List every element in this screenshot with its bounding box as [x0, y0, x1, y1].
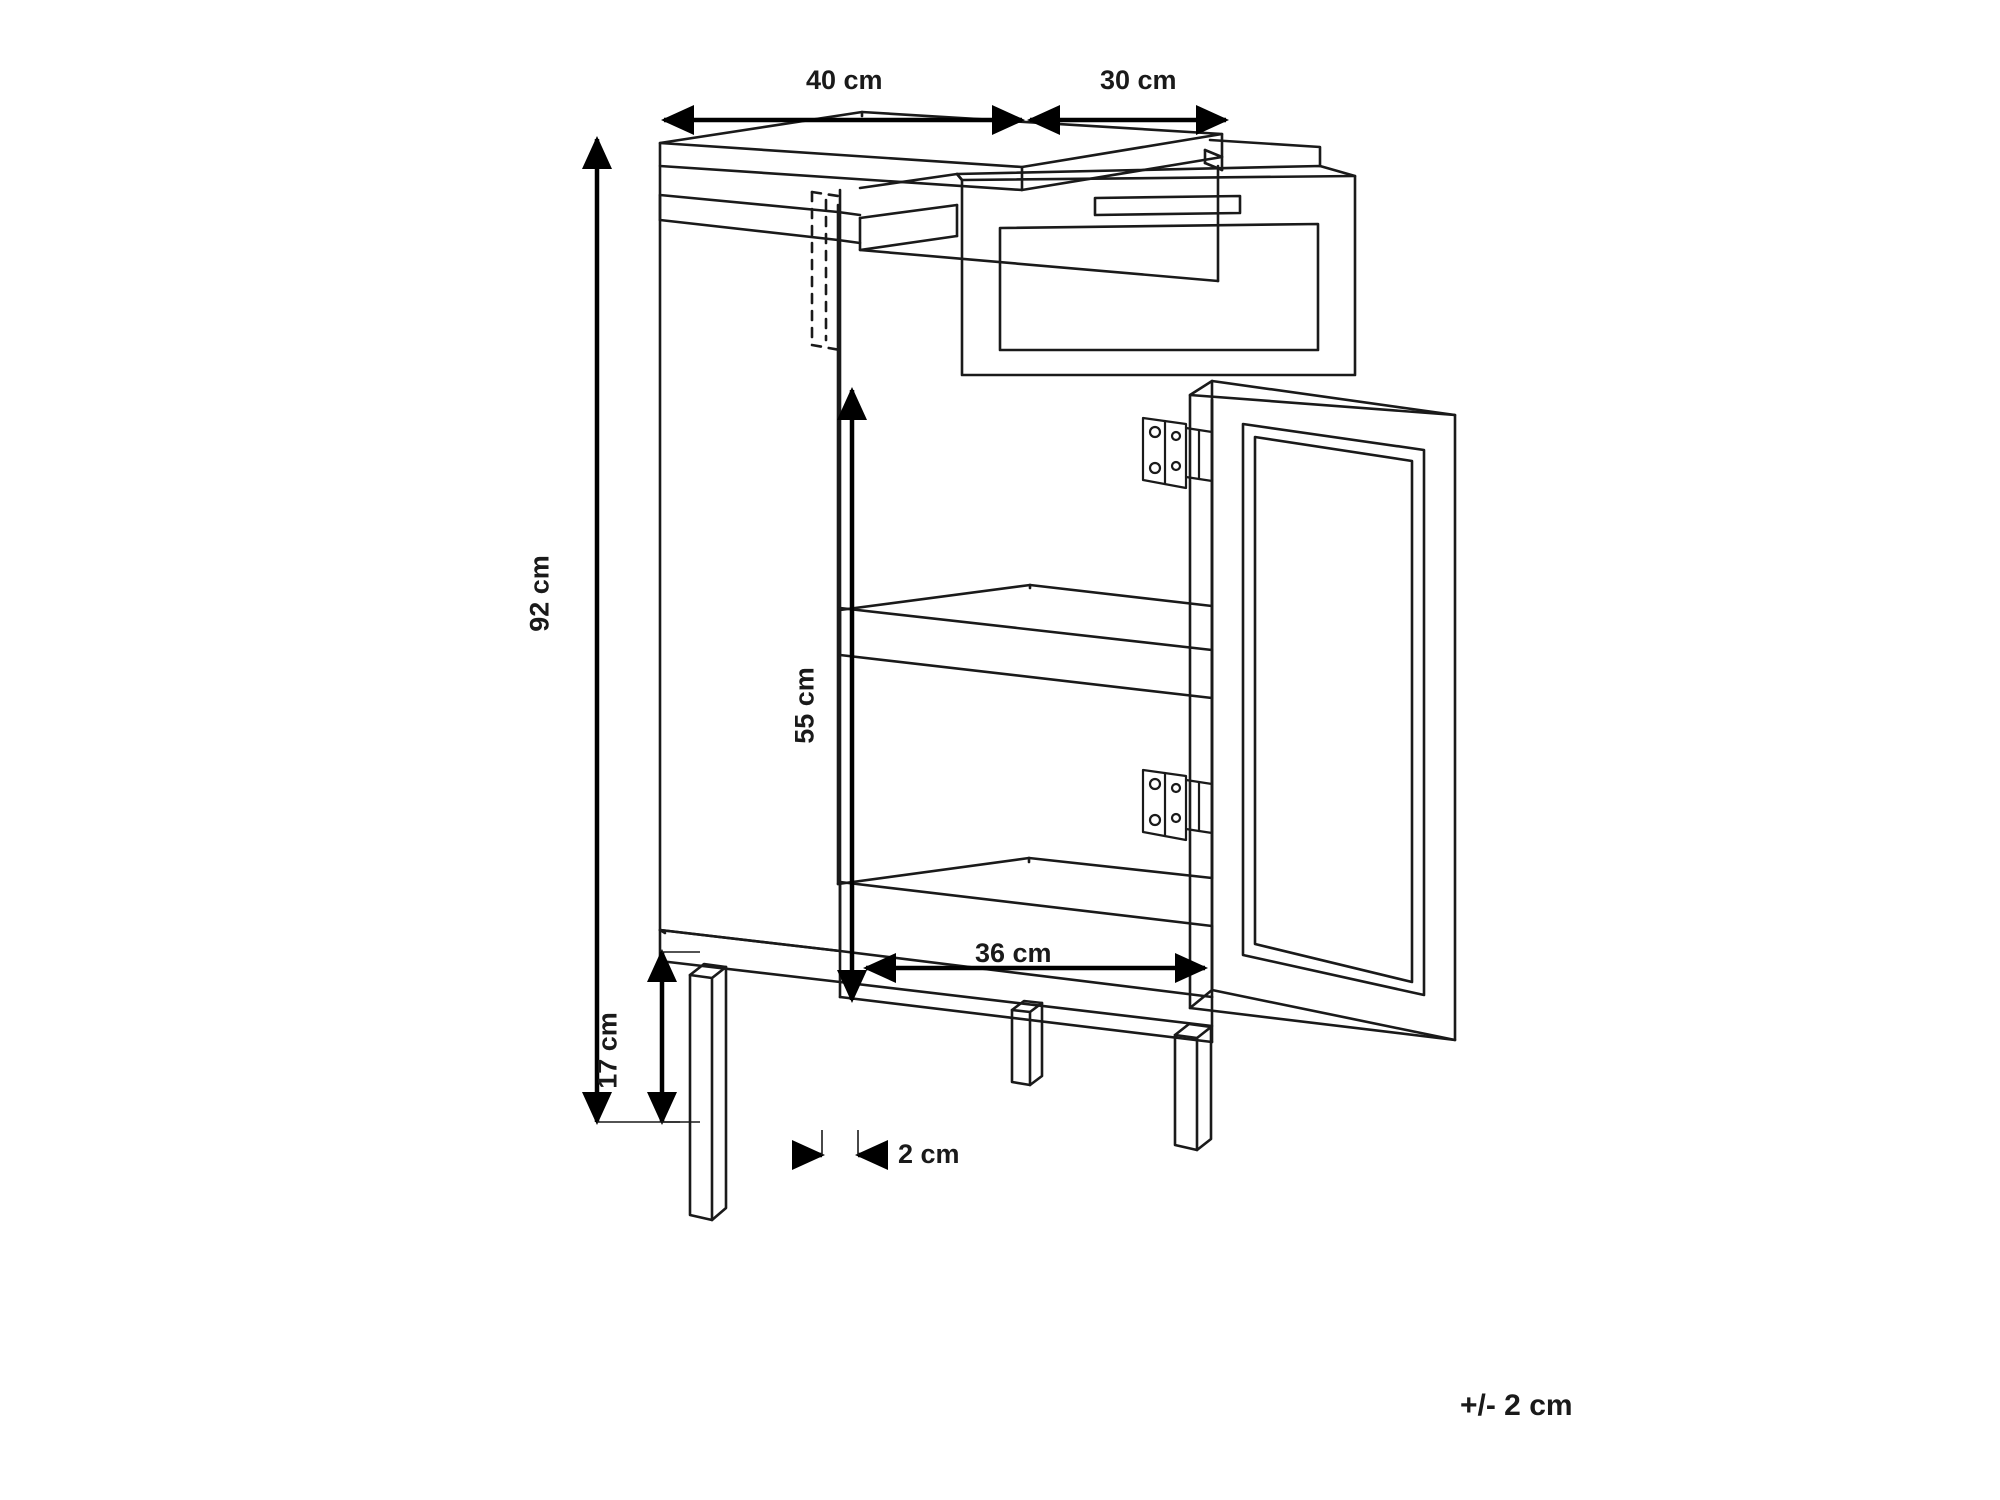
tolerance-note: +/- 2 cm [1460, 1389, 1573, 1422]
dimension-label-leg-height: 17 cm [592, 1012, 623, 1089]
dimension-label-depth-top: 30 cm [1100, 65, 1177, 95]
dimension-arrows [597, 120, 1226, 1155]
hinge-top [1143, 418, 1212, 488]
hidden-edge-dashes [812, 192, 840, 350]
dimension-label-width-top: 40 cm [806, 65, 883, 95]
dimension-label-leg-thickness: 2 cm [898, 1139, 960, 1169]
drawer-unit [660, 140, 1355, 375]
dimension-label-total-height: 92 cm [524, 555, 555, 632]
dimension-label-interior-width: 36 cm [975, 938, 1052, 968]
hinge-bottom [1143, 770, 1212, 840]
cabinet-body [660, 166, 1212, 997]
dimension-label-interior-height: 55 cm [789, 667, 820, 744]
witness-lines [597, 952, 858, 1155]
open-door [1190, 381, 1455, 1040]
middle-shelf [840, 585, 1212, 698]
base-frame [660, 930, 1212, 1220]
